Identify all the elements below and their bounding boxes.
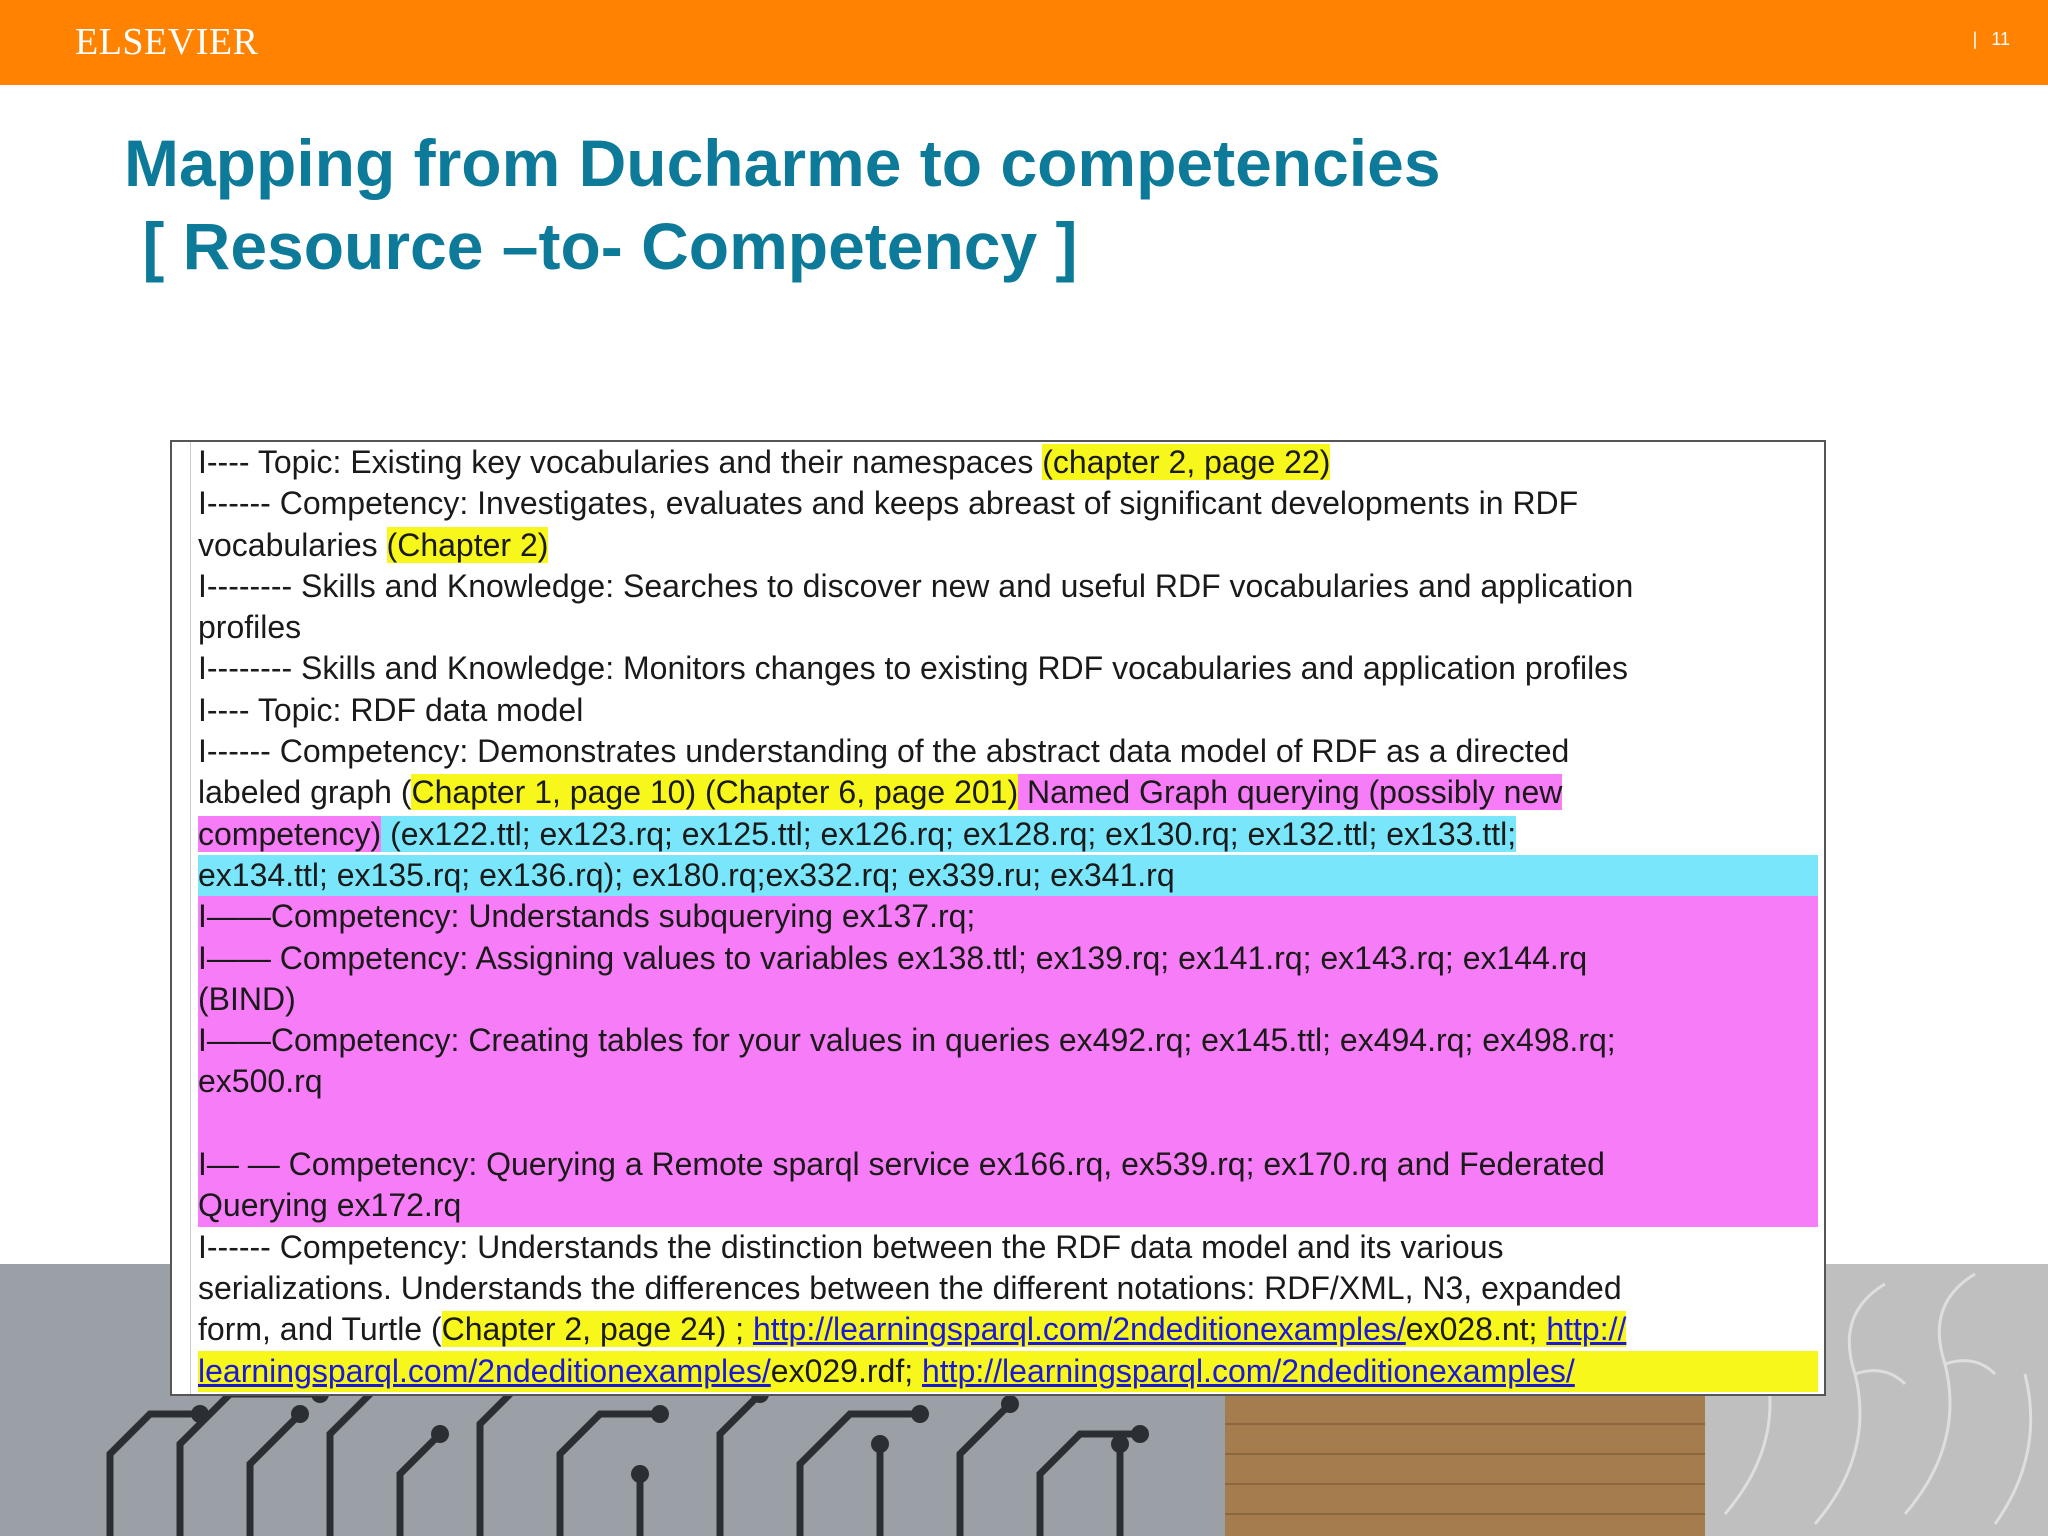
doc-line: competency) (ex122.ttl; ex123.rq; ex125.ttl; ex126.rq; ex128.rq; ex130.rq; ex132.ttl; ex133.ttl; xyxy=(198,815,1517,852)
doc-line: I-------- Skills and Knowledge: Monitors changes to existing RDF vocabularies and application profiles xyxy=(198,650,1628,687)
embedded-document-screenshot xyxy=(170,440,1826,1396)
doc-line: I------ Competency: Demonstrates understanding of the abstract data model of RDF as a directed xyxy=(198,733,1570,770)
page-number xyxy=(1973,29,2010,50)
doc-line: (BIND) xyxy=(198,979,1818,1020)
doc-line: ex500.rq xyxy=(198,1061,1818,1102)
doc-line: Querying ex172.rq xyxy=(198,1185,1818,1226)
doc-line: vocabularies (Chapter 2) xyxy=(198,526,549,563)
slide-title-line-1: Mapping from Ducharme to competencies xyxy=(124,126,1441,200)
doc-line: I——Competency: Understands subquerying ex137.rq; xyxy=(198,896,1818,937)
doc-link[interactable]: learningsparql.com/2ndeditionexamples/ xyxy=(198,1352,771,1389)
doc-line: form, and Turtle (Chapter 2, page 24) ; http://learningsparql.com/2ndeditionexamples/ex028.nt; http:// xyxy=(198,1311,1627,1348)
doc-line xyxy=(198,1103,1818,1144)
doc-line: ex134.ttl; ex135.rq; ex136.rq); ex180.rq;ex332.rq; ex339.ru; ex341.rq xyxy=(198,855,1818,896)
doc-link[interactable]: http://learningsparql.com/2ndeditionexamples/ xyxy=(921,1352,1575,1389)
doc-line: I—— Competency: Assigning values to variables ex138.ttl; ex139.rq; ex141.rq; ex143.rq; ex144.rq xyxy=(198,938,1818,979)
doc-line: I------ Competency: Understands the distinction between the RDF data model and its various xyxy=(198,1228,1504,1265)
page-separator: | xyxy=(1972,29,1978,49)
doc-line: I-------- Skills and Knowledge: Searches to discover new and useful RDF vocabularies and application xyxy=(198,567,1634,604)
page-number-value: 11 xyxy=(1991,29,2010,49)
doc-line: learningsparql.com/2ndeditionexamples/ex029.rdf; http://learningsparql.com/2ndeditionexamples/ xyxy=(198,1351,1818,1392)
document-text-body xyxy=(198,442,1818,1392)
elsevier-logo: ELSEVIER xyxy=(75,21,259,63)
doc-line: I— — Competency: Querying a Remote sparql service ex166.rq, ex539.rq; ex170.rq and Federated xyxy=(198,1144,1818,1185)
slide-title xyxy=(124,122,1441,288)
doc-line: I---- Topic: RDF data model xyxy=(198,691,584,728)
doc-link[interactable]: http://learningsparql.com/2ndeditionexamples/ xyxy=(752,1311,1406,1348)
doc-link[interactable]: http:// xyxy=(1546,1311,1627,1348)
doc-line: I---- Topic: Existing key vocabularies and their namespaces (chapter 2, page 22) xyxy=(198,444,1331,480)
header-bar xyxy=(0,0,2048,85)
document-ruler-gutter xyxy=(172,442,191,1394)
doc-line: serializations. Understands the differences between the different notations: RDF/XML, N3, expanded xyxy=(198,1269,1622,1306)
doc-line: I——Competency: Creating tables for your values in queries ex492.rq; ex145.ttl; ex494.rq; ex498.rq; xyxy=(198,1020,1818,1061)
doc-line: I------ Competency: Investigates, evaluates and keeps abreast of significant developments in RDF xyxy=(198,485,1579,522)
slide-title-line-2: [ Resource –to- Competency ] xyxy=(124,209,1078,283)
doc-line: labeled graph (Chapter 1, page 10) (Chapter 6, page 201) Named Graph querying (possibly new xyxy=(198,774,1563,811)
doc-line: profiles xyxy=(198,609,302,646)
